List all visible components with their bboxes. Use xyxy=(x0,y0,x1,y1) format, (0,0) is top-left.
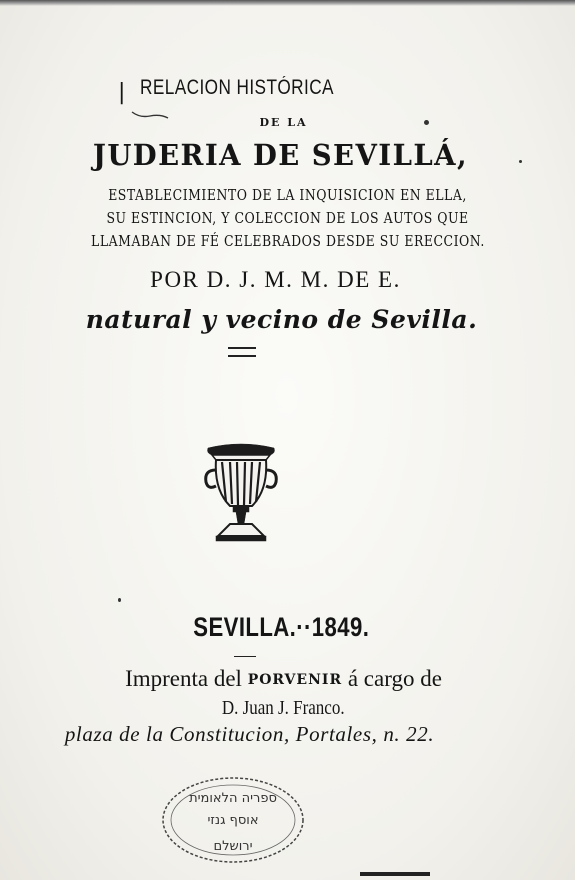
ink-speck xyxy=(118,598,121,602)
subtitle-line-1-text: ESTABLECIMIENTO DE LA INQUISICION EN ELLA, xyxy=(108,188,467,204)
heading-de-la xyxy=(0,116,575,129)
stamp-line-1: ספריה הלאומית xyxy=(189,791,277,806)
main-title-text: JUDERIA DE SEVILLÁ, xyxy=(92,138,469,172)
printer-line xyxy=(0,666,575,692)
printer-name: PORVENIR xyxy=(247,672,343,688)
heading-relacion: RELACION HISTÓRICA xyxy=(140,76,334,99)
author-note-text: natural y vecino de Sevilla. xyxy=(85,305,478,334)
printer-person-line xyxy=(0,697,575,720)
scan-edge-bottom xyxy=(360,872,430,876)
subtitle-line-3-text: LLAMABAN DE FÉ CELEBRADOS DESDE SU ERECCION. xyxy=(90,234,485,250)
main-title xyxy=(0,138,575,172)
double-rule xyxy=(228,347,256,357)
printer-person: D. Juan J. Franco. xyxy=(222,697,345,719)
single-rule xyxy=(234,656,256,657)
printer-lead xyxy=(125,666,442,691)
printer-lead-text: Imprenta del xyxy=(125,666,242,691)
stamp-line-3: ירושלם xyxy=(213,839,253,854)
scan-edge-top xyxy=(0,0,575,6)
author-text: POR D. J. M. M. DE E. xyxy=(150,267,401,292)
place-and-year-text: SEVILLA.··1849. xyxy=(193,612,370,642)
address-text: plaza de la Constitucion, Portales, n. 22. xyxy=(64,722,435,746)
library-stamp-icon xyxy=(158,772,308,867)
author-line xyxy=(0,267,575,293)
subtitle-line-2-text: SU ESTINCION, Y COLECCION DE LOS AUTOS QUE xyxy=(106,211,469,227)
subtitle-line-3 xyxy=(0,234,575,250)
subtitle-line-1 xyxy=(0,188,575,204)
ink-speck xyxy=(519,160,522,163)
place-and-year xyxy=(0,612,575,643)
printer-tail: á cargo de xyxy=(347,666,442,691)
stamp-line-2: אוסף גנזי xyxy=(207,813,259,828)
heading-de-la-text: DE LA xyxy=(259,116,308,129)
ink-speck xyxy=(424,120,429,125)
urn-ornament-icon xyxy=(200,440,282,546)
address-line xyxy=(0,722,575,747)
author-note xyxy=(0,305,575,334)
margin-mark: | xyxy=(118,80,126,105)
subtitle-line-2 xyxy=(0,211,575,227)
